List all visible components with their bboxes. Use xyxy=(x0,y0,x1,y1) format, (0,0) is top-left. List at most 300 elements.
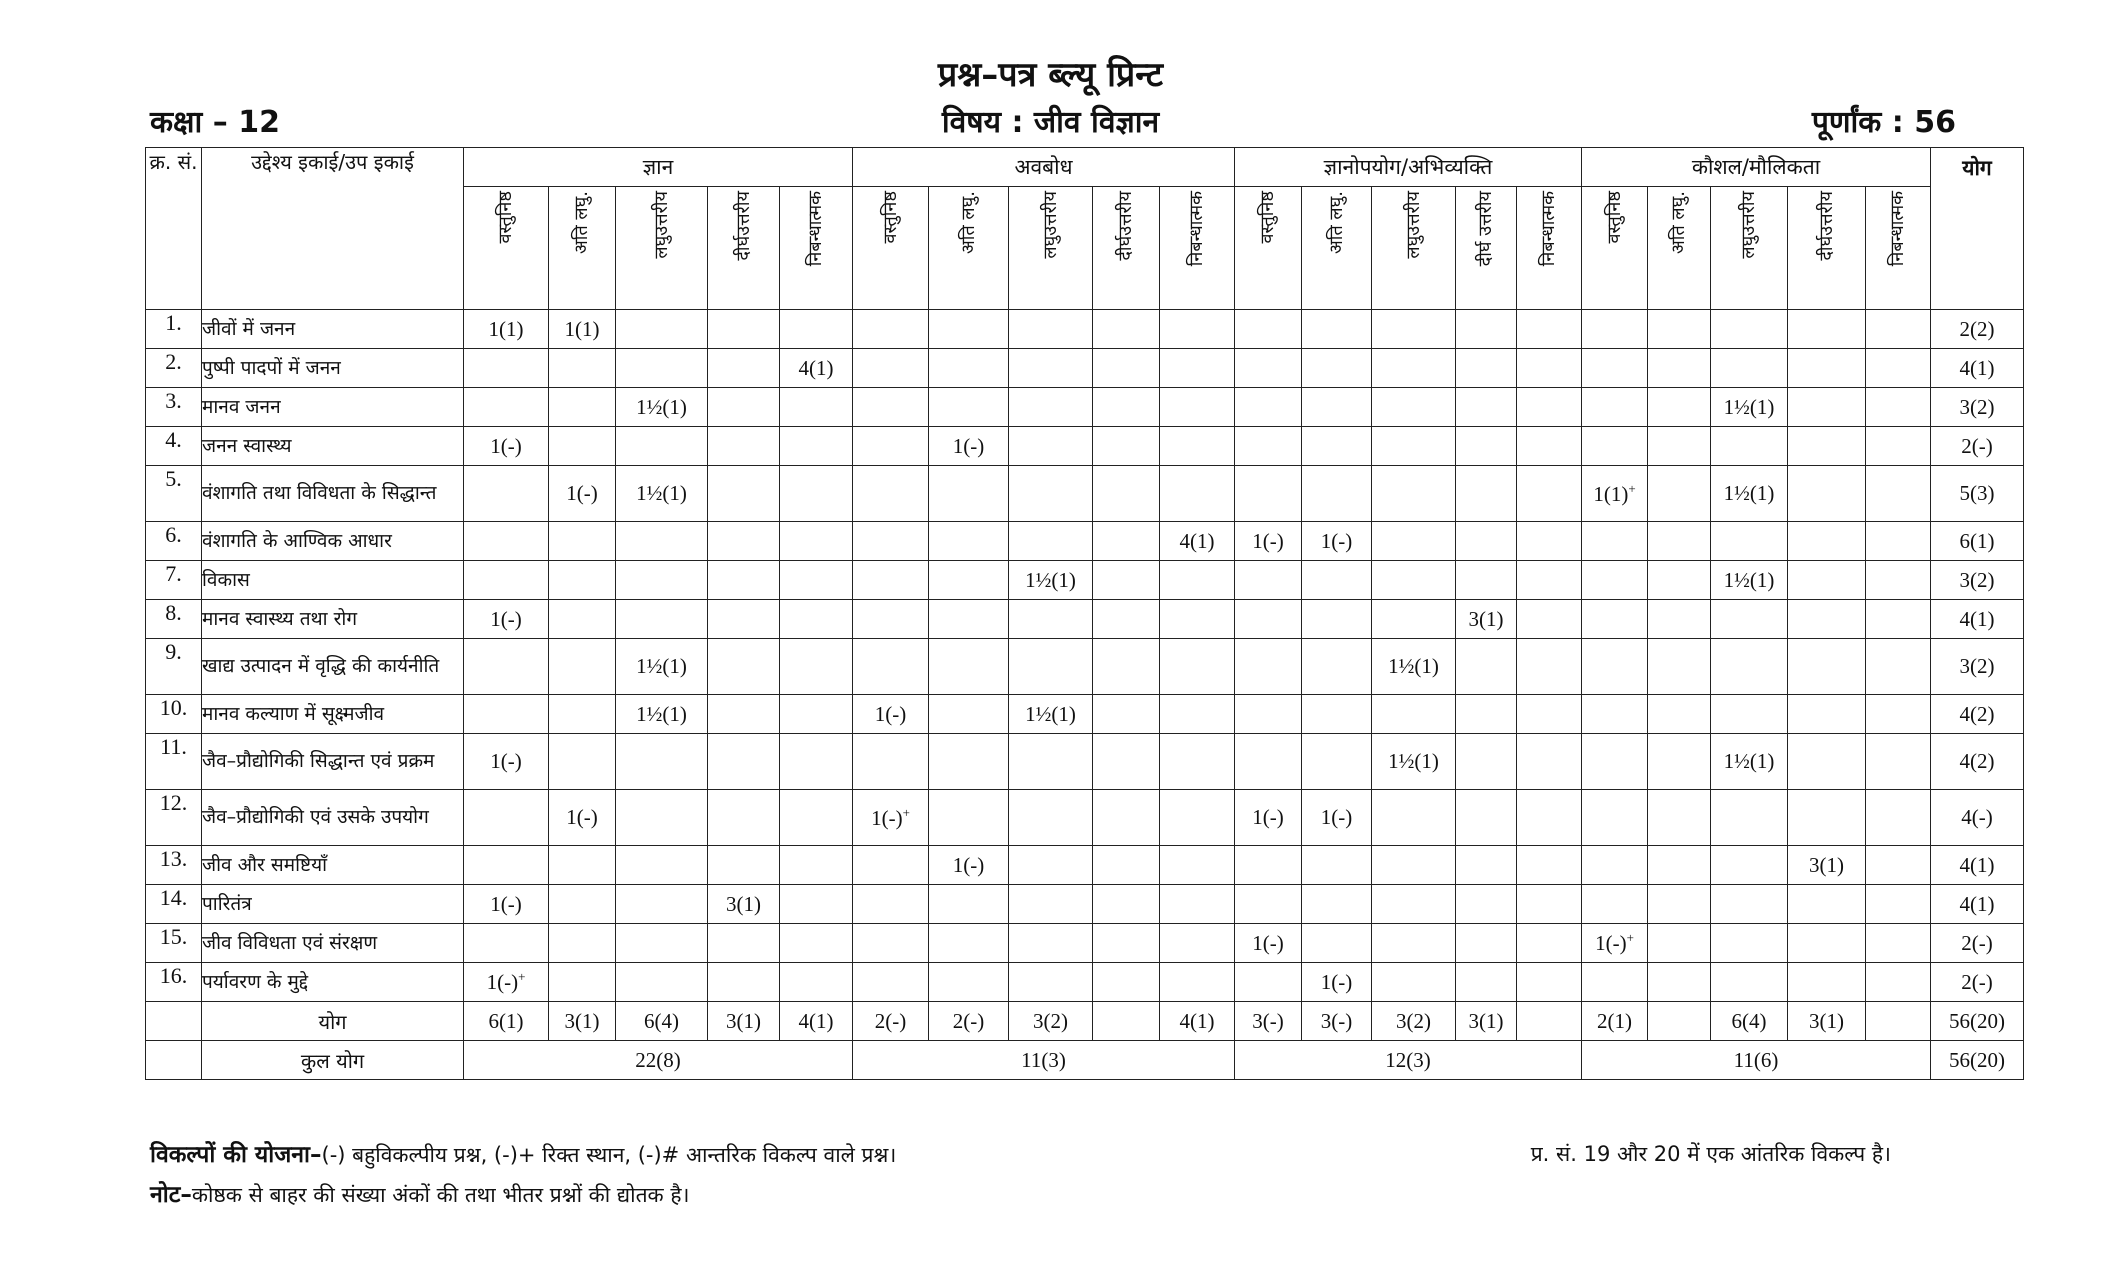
row-total: 4(1) xyxy=(1931,349,2024,388)
table-cell xyxy=(549,639,616,695)
table-cell xyxy=(780,388,853,427)
table-cell xyxy=(929,310,1009,349)
table-cell xyxy=(853,885,929,924)
note-text: कोष्ठक से बाहर की संख्या अंकों की तथा भीतर प्रश्नों की द्योतक है। xyxy=(191,1183,690,1207)
table-cell xyxy=(1711,885,1788,924)
table-cell xyxy=(1160,846,1235,885)
subheader-cell xyxy=(464,187,549,310)
table-cell xyxy=(1009,846,1093,885)
subheader-label: लघुउत्तरीय xyxy=(1402,191,1424,259)
table-cell xyxy=(616,310,708,349)
table-cell xyxy=(1582,600,1648,639)
table-cell xyxy=(708,846,780,885)
subheader-cell xyxy=(1582,187,1648,310)
table-cell xyxy=(1235,388,1302,427)
table-cell xyxy=(1648,561,1711,600)
subheader-label: निबन्धात्मक xyxy=(1887,191,1908,267)
row-total: 3(2) xyxy=(1931,388,2024,427)
blueprint-table xyxy=(145,147,2024,1080)
totals-cell: 6(1) xyxy=(464,1002,549,1041)
table-cell xyxy=(1093,924,1160,963)
table-cell xyxy=(1160,561,1235,600)
table-cell xyxy=(1372,600,1456,639)
table-cell xyxy=(1517,639,1582,695)
table-cell xyxy=(1302,310,1372,349)
table-cell xyxy=(1456,522,1517,561)
note-label: नोट– xyxy=(150,1182,192,1208)
table-cell xyxy=(1788,427,1866,466)
scheme-text: (-) बहुविकल्पीय प्रश्न, (-)+ रिक्त स्थान, (-)# आन्तरिक विकल्प वाले प्रश्न। xyxy=(321,1143,897,1167)
table-cell xyxy=(1093,600,1160,639)
row-sn: 10. xyxy=(146,695,202,734)
table-cell xyxy=(1160,639,1235,695)
subheader-cell xyxy=(1302,187,1372,310)
table-cell xyxy=(1648,466,1711,522)
table-cell xyxy=(1582,466,1648,522)
table-cell xyxy=(549,388,616,427)
table-cell xyxy=(1009,734,1093,790)
cell-marker: + xyxy=(518,969,526,984)
table-cell xyxy=(1009,310,1093,349)
table-cell xyxy=(1302,695,1372,734)
totals-cell: 6(4) xyxy=(1711,1002,1788,1041)
table-cell xyxy=(1009,924,1093,963)
totals-label: योग xyxy=(202,1002,464,1041)
table-cell xyxy=(929,924,1009,963)
table-cell xyxy=(1009,885,1093,924)
row-sn: 11. xyxy=(146,734,202,790)
table-cell xyxy=(780,963,853,1002)
grand-sn xyxy=(146,1041,202,1080)
table-cell xyxy=(1788,466,1866,522)
table-cell xyxy=(1517,885,1582,924)
row-sn: 3. xyxy=(146,388,202,427)
table-cell xyxy=(708,310,780,349)
table-cell xyxy=(464,522,549,561)
table-cell xyxy=(1093,885,1160,924)
subheader-label: अति लघु. xyxy=(571,191,592,254)
table-cell xyxy=(1235,466,1302,522)
table-cell xyxy=(929,639,1009,695)
table-cell xyxy=(549,885,616,924)
table-cell xyxy=(853,466,929,522)
row-unit: जैव–प्रौद्योगिकी सिद्धान्त एवं प्रक्रम xyxy=(202,734,464,790)
total-marks-label: पूर्णांक : 56 xyxy=(1811,105,1956,140)
table-cell xyxy=(1160,600,1235,639)
table-cell xyxy=(1235,310,1302,349)
table-cell xyxy=(853,561,929,600)
table-cell xyxy=(1788,349,1866,388)
subheader-cell xyxy=(929,187,1009,310)
table-cell xyxy=(853,963,929,1002)
table-cell xyxy=(708,349,780,388)
grand-total-row xyxy=(146,1041,2024,1080)
row-sn: 8. xyxy=(146,600,202,639)
table-cell xyxy=(616,924,708,963)
table-cell: 1(-) xyxy=(1302,522,1372,561)
table-cell: 1½(1) xyxy=(1711,466,1788,522)
table-row xyxy=(146,885,2024,924)
table-cell xyxy=(1788,639,1866,695)
table-cell xyxy=(1582,790,1648,846)
table-row xyxy=(146,734,2024,790)
totals-cell: 2(-) xyxy=(929,1002,1009,1041)
row-total: 6(1) xyxy=(1931,522,2024,561)
table-cell xyxy=(1093,427,1160,466)
row-sn: 4. xyxy=(146,427,202,466)
table-cell xyxy=(1160,310,1235,349)
row-total: 4(2) xyxy=(1931,734,2024,790)
subheader-label: वस्तुनिष्ठ xyxy=(495,191,516,244)
table-cell: 1(1) xyxy=(549,310,616,349)
row-sn: 7. xyxy=(146,561,202,600)
table-cell xyxy=(1372,310,1456,349)
table-cell xyxy=(1009,349,1093,388)
totals-cell: 3(1) xyxy=(1456,1002,1517,1041)
table-cell: 1½(1) xyxy=(1009,695,1093,734)
table-cell xyxy=(853,427,929,466)
subheader-cell xyxy=(1788,187,1866,310)
subheader-cell xyxy=(1866,187,1931,310)
table-cell xyxy=(1866,349,1931,388)
table-cell xyxy=(1582,561,1648,600)
table-row xyxy=(146,600,2024,639)
table-row xyxy=(146,846,2024,885)
table-cell xyxy=(1517,846,1582,885)
table-cell xyxy=(1372,522,1456,561)
subheader-cell xyxy=(1711,187,1788,310)
table-cell xyxy=(616,734,708,790)
table-cell xyxy=(1372,695,1456,734)
class-label: कक्षा – 12 xyxy=(150,105,280,140)
table-cell xyxy=(929,349,1009,388)
table-cell xyxy=(1302,349,1372,388)
table-cell xyxy=(780,846,853,885)
table-cell xyxy=(1648,885,1711,924)
totals-cell: 2(-) xyxy=(853,1002,929,1041)
totals-cell: 3(1) xyxy=(1788,1002,1866,1041)
table-cell xyxy=(1302,924,1372,963)
table-cell xyxy=(1302,388,1372,427)
table-cell xyxy=(1160,427,1235,466)
totals-cell xyxy=(1648,1002,1711,1041)
subheader-label: लघुउत्तरीय xyxy=(1738,191,1759,259)
subheader-label: लघुउत्तरीय xyxy=(1039,191,1061,259)
table-cell xyxy=(1648,924,1711,963)
table-cell xyxy=(1456,349,1517,388)
table-cell: 1(-) xyxy=(464,734,549,790)
table-cell xyxy=(1456,846,1517,885)
cell-marker: + xyxy=(1628,480,1636,496)
table-cell xyxy=(708,466,780,522)
table-cell xyxy=(1093,695,1160,734)
table-cell xyxy=(929,734,1009,790)
row-total: 3(2) xyxy=(1931,561,2024,600)
subheader-label: दीर्घउत्तरीय xyxy=(1115,191,1136,261)
table-cell xyxy=(1235,427,1302,466)
table-cell xyxy=(1711,349,1788,388)
table-cell xyxy=(780,695,853,734)
table-cell xyxy=(853,639,929,695)
table-cell xyxy=(464,388,549,427)
table-cell xyxy=(1093,466,1160,522)
table-cell xyxy=(1648,734,1711,790)
table-cell xyxy=(1648,310,1711,349)
table-cell xyxy=(1866,695,1931,734)
table-cell xyxy=(1788,790,1866,846)
row-sn: 5. xyxy=(146,466,202,522)
subheader-label: निबन्धात्मक xyxy=(1186,191,1207,267)
table-cell xyxy=(616,600,708,639)
table-cell xyxy=(1160,924,1235,963)
table-cell xyxy=(1372,388,1456,427)
table-cell xyxy=(708,388,780,427)
table-cell xyxy=(1372,885,1456,924)
table-cell xyxy=(1009,790,1093,846)
table-cell xyxy=(1235,600,1302,639)
table-cell xyxy=(1866,600,1931,639)
cell-marker: + xyxy=(902,804,910,820)
table-cell xyxy=(1517,790,1582,846)
table-cell xyxy=(549,695,616,734)
totals-cell: 3(-) xyxy=(1302,1002,1372,1041)
subheader-label: निबन्धात्मक xyxy=(805,191,826,267)
row-unit: जनन स्वास्थ्य xyxy=(202,427,464,466)
table-cell: 1(-) xyxy=(1302,963,1372,1002)
table-cell xyxy=(1582,963,1648,1002)
table-cell: 1(-) xyxy=(464,600,549,639)
table-cell xyxy=(1711,924,1788,963)
table-cell xyxy=(1788,388,1866,427)
table-cell xyxy=(1866,963,1931,1002)
totals-cell: 3(2) xyxy=(1372,1002,1456,1041)
row-unit: जैव–प्रौद्योगिकी एवं उसके उपयोग xyxy=(202,790,464,846)
table-cell xyxy=(1582,885,1648,924)
totals-sn xyxy=(146,1002,202,1041)
totals-cell: 3(2) xyxy=(1009,1002,1093,1041)
row-sn: 14. xyxy=(146,885,202,924)
table-cell xyxy=(1711,695,1788,734)
table-cell xyxy=(464,639,549,695)
subheader-cell xyxy=(1009,187,1093,310)
table-cell xyxy=(1582,846,1648,885)
table-cell xyxy=(1372,349,1456,388)
table-cell xyxy=(464,466,549,522)
row-total: 4(1) xyxy=(1931,846,2024,885)
table-cell xyxy=(616,885,708,924)
cell-value: 1(1) xyxy=(1593,481,1629,506)
table-cell xyxy=(1160,466,1235,522)
table-cell: 1(-) xyxy=(549,790,616,846)
table-cell xyxy=(1302,846,1372,885)
totals-total: 56(20) xyxy=(1931,1002,2024,1041)
table-cell xyxy=(708,427,780,466)
table-cell xyxy=(929,522,1009,561)
table-cell: 1(-) xyxy=(1302,790,1372,846)
subheader-cell xyxy=(780,187,853,310)
table-cell xyxy=(708,924,780,963)
row-sn: 1. xyxy=(146,310,202,349)
table-cell xyxy=(1456,885,1517,924)
table-cell xyxy=(1235,561,1302,600)
table-cell xyxy=(616,427,708,466)
table-cell xyxy=(1235,963,1302,1002)
table-cell xyxy=(1093,349,1160,388)
table-cell xyxy=(780,790,853,846)
row-unit: वंशागति तथा विविधता के सिद्धान्त xyxy=(202,466,464,522)
table-cell: 3(1) xyxy=(1456,600,1517,639)
table-cell xyxy=(853,349,929,388)
table-cell xyxy=(929,561,1009,600)
row-sn: 6. xyxy=(146,522,202,561)
table-cell xyxy=(1866,924,1931,963)
table-cell xyxy=(549,734,616,790)
totals-cell: 3(-) xyxy=(1235,1002,1302,1041)
table-cell xyxy=(1160,734,1235,790)
table-cell xyxy=(780,924,853,963)
table-cell xyxy=(1517,388,1582,427)
table-cell xyxy=(1302,466,1372,522)
row-sn: 9. xyxy=(146,639,202,695)
table-cell xyxy=(1372,924,1456,963)
table-cell xyxy=(780,310,853,349)
subheader-label: निबन्धात्मक xyxy=(1538,191,1559,267)
table-cell xyxy=(1372,466,1456,522)
table-cell xyxy=(853,522,929,561)
table-cell xyxy=(1160,963,1235,1002)
table-cell xyxy=(929,388,1009,427)
table-cell xyxy=(1235,846,1302,885)
totals-cell: 3(1) xyxy=(549,1002,616,1041)
row-unit: जीवों में जनन xyxy=(202,310,464,349)
row-unit: मानव जनन xyxy=(202,388,464,427)
table-cell xyxy=(780,734,853,790)
table-cell xyxy=(853,310,929,349)
table-cell xyxy=(1093,963,1160,1002)
table-cell xyxy=(853,924,929,963)
table-cell: 3(1) xyxy=(1788,846,1866,885)
subheader-cell xyxy=(853,187,929,310)
table-cell xyxy=(1517,310,1582,349)
table-cell: 1(-) xyxy=(464,427,549,466)
table-cell xyxy=(929,695,1009,734)
table-cell xyxy=(549,561,616,600)
scheme-label: विकल्पों की योजना– xyxy=(150,1142,322,1168)
grand-label: कुल योग xyxy=(202,1041,464,1080)
table-cell xyxy=(708,561,780,600)
table-cell xyxy=(708,963,780,1002)
table-cell xyxy=(780,885,853,924)
table-cell xyxy=(464,963,549,1002)
table-cell xyxy=(1302,427,1372,466)
table-cell xyxy=(549,427,616,466)
subheader-label: अति लघु. xyxy=(957,191,979,254)
cell-marker: + xyxy=(1626,930,1634,945)
table-cell xyxy=(1517,561,1582,600)
table-cell: 1(-) xyxy=(1235,924,1302,963)
table-cell xyxy=(1648,349,1711,388)
table-cell xyxy=(1582,695,1648,734)
table-cell xyxy=(929,600,1009,639)
row-sn: 13. xyxy=(146,846,202,885)
table-row xyxy=(146,349,2024,388)
table-cell xyxy=(1456,639,1517,695)
cell-value: 1(-) xyxy=(871,805,903,830)
table-cell xyxy=(708,734,780,790)
table-cell xyxy=(1302,600,1372,639)
cell-value: 1(-) xyxy=(1595,931,1627,955)
table-cell xyxy=(1866,885,1931,924)
table-cell xyxy=(1456,466,1517,522)
header-group: ज्ञान xyxy=(464,148,853,187)
subheader-label: अति लघु. xyxy=(1325,191,1347,254)
table-cell xyxy=(1456,561,1517,600)
table-cell xyxy=(549,600,616,639)
table-cell xyxy=(1009,600,1093,639)
table-cell: 3(1) xyxy=(708,885,780,924)
table-cell xyxy=(1093,790,1160,846)
subheader-cell xyxy=(549,187,616,310)
subheader-label: दीर्घउत्तरीय xyxy=(732,191,754,261)
table-cell xyxy=(1456,388,1517,427)
row-total: 2(2) xyxy=(1931,310,2024,349)
table-cell xyxy=(1866,388,1931,427)
table-cell xyxy=(549,846,616,885)
subheader-label: अति लघु. xyxy=(1668,191,1689,254)
table-cell xyxy=(708,600,780,639)
table-cell xyxy=(1788,885,1866,924)
table-cell xyxy=(1866,561,1931,600)
row-unit: खाद्य उत्पादन में वृद्धि की कार्यनीति xyxy=(202,639,464,695)
table-cell xyxy=(1160,885,1235,924)
table-cell xyxy=(708,790,780,846)
table-cell xyxy=(1302,885,1372,924)
table-cell xyxy=(1648,846,1711,885)
table-cell xyxy=(780,466,853,522)
table-cell xyxy=(1456,695,1517,734)
subheader-label: वस्तुनिष्ठ xyxy=(1257,191,1278,244)
totals-row xyxy=(146,1002,2024,1041)
table-cell xyxy=(780,522,853,561)
table-cell: 1(-) xyxy=(1235,522,1302,561)
table-cell xyxy=(616,522,708,561)
row-sn: 15. xyxy=(146,924,202,963)
table-cell xyxy=(1456,924,1517,963)
table-row xyxy=(146,924,2024,963)
table-cell xyxy=(1517,695,1582,734)
table-cell xyxy=(1517,963,1582,1002)
table-cell xyxy=(1788,600,1866,639)
table-row xyxy=(146,388,2024,427)
table-cell xyxy=(616,790,708,846)
table-cell xyxy=(1711,790,1788,846)
table-cell xyxy=(1009,522,1093,561)
table-cell xyxy=(1711,310,1788,349)
table-cell xyxy=(616,963,708,1002)
header-sn: क्र. सं. xyxy=(146,148,202,310)
table-cell xyxy=(1648,522,1711,561)
table-cell xyxy=(1711,846,1788,885)
table-cell xyxy=(1517,734,1582,790)
table-cell: 1(-) xyxy=(1235,790,1302,846)
table-cell xyxy=(1788,522,1866,561)
table-cell xyxy=(1302,561,1372,600)
table-cell xyxy=(1456,427,1517,466)
table-cell xyxy=(464,695,549,734)
table-cell xyxy=(1866,639,1931,695)
table-cell xyxy=(853,790,929,846)
table-row xyxy=(146,522,2024,561)
